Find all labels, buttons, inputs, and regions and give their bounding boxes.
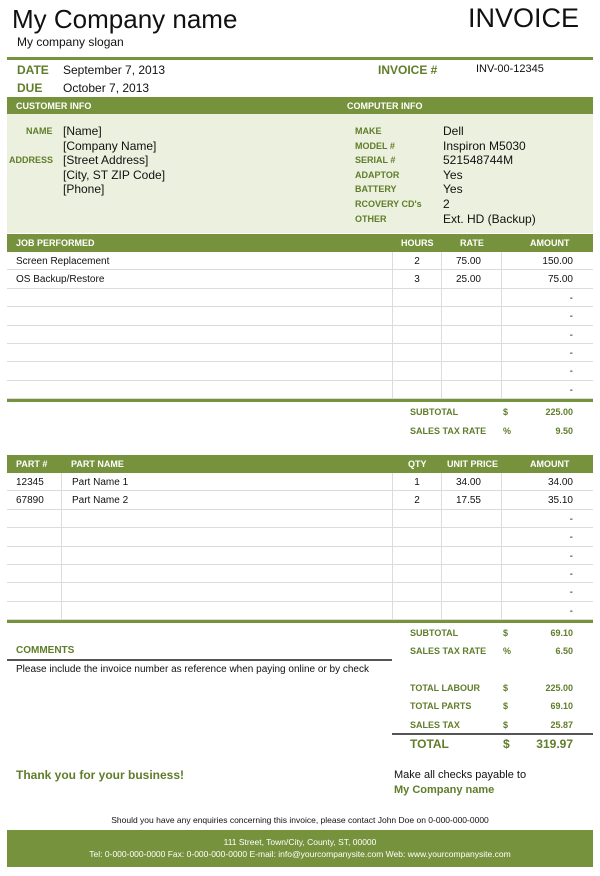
table-cell [7, 528, 61, 545]
table-cell: 2 [392, 252, 441, 269]
footer-address: 111 Street, Town/City, County, ST, 00000 [223, 837, 377, 847]
computer-value: 2 [443, 197, 450, 211]
comments-label: COMMENTS [16, 645, 75, 656]
table-cell [392, 381, 441, 398]
company-slogan: My company slogan [17, 35, 124, 49]
table-cell [7, 565, 61, 582]
table-row [7, 381, 593, 399]
table-cell [61, 602, 392, 619]
parts-col-unit-price: UNIT PRICE [447, 459, 499, 469]
table-cell: Screen Replacement [16, 256, 110, 267]
table-row [7, 510, 593, 528]
table-cell: - [501, 602, 593, 619]
jobs-tax: 9.50 [555, 426, 573, 436]
customer-line: [Street Address] [63, 153, 149, 168]
jobs-col-job: JOB PERFORMED [16, 238, 95, 248]
table-cell [61, 583, 392, 600]
table-cell [392, 307, 441, 324]
total-labour-label: TOTAL LABOUR [410, 683, 480, 693]
jobs-col-amount: AMOUNT [530, 238, 570, 248]
table-cell [392, 326, 441, 343]
customer-info-header: CUSTOMER INFO [16, 101, 92, 111]
due-label: DUE [17, 81, 43, 95]
table-row [7, 344, 593, 362]
table-cell [392, 602, 441, 619]
date-value: September 7, 2013 [63, 63, 166, 77]
table-cell: 67890 [16, 495, 44, 507]
footer-contact: Tel: 0-000-000-0000 Fax: 0-000-000-0000 E-mail: info@yourcompanysite.com Web: www.yourcompanysite.com [89, 849, 511, 859]
table-cell [7, 381, 392, 398]
table-cell [7, 362, 392, 379]
table-row [7, 289, 593, 307]
jobs-col-hours: HOURS [401, 238, 434, 248]
computer-value: Inspiron M5030 [443, 138, 526, 153]
table-row [7, 602, 593, 620]
table-row [7, 252, 593, 270]
computer-label: OTHER [355, 213, 387, 224]
table-cell: 150.00 [501, 252, 593, 269]
computer-value: 521548744M [443, 153, 514, 168]
company-name: My Company name [12, 4, 238, 34]
sales-tax-label: SALES TAX [410, 720, 460, 730]
table-cell [441, 583, 501, 600]
currency: $ [503, 737, 510, 751]
table-cell [7, 344, 392, 361]
table-cell: - [501, 510, 593, 527]
table-cell [392, 344, 441, 361]
table-cell [441, 326, 501, 343]
table-row [7, 473, 593, 491]
jobs-col-rate: RATE [460, 238, 484, 248]
divider [7, 620, 593, 623]
table-cell [61, 547, 392, 564]
parts-col-name: PART NAME [71, 459, 124, 469]
table-cell: 1 [392, 473, 441, 490]
table-cell [441, 547, 501, 564]
table-row [7, 565, 593, 583]
customer-line: [Company Name] [63, 138, 157, 153]
computer-info-header: COMPUTER INFO [347, 101, 423, 111]
table-cell: - [501, 344, 593, 361]
divider [7, 399, 593, 402]
table-cell [441, 307, 501, 324]
table-cell [7, 583, 61, 600]
computer-label: RCOVERY CD's [355, 199, 422, 209]
address-label: ADDRESS [9, 155, 54, 165]
parts-tax-label: SALES TAX RATE [410, 646, 487, 656]
due-value: October 7, 2013 [63, 81, 150, 95]
table-row [7, 270, 593, 288]
table-cell [392, 528, 441, 545]
table-cell: 12345 [16, 477, 44, 488]
computer-value: Dell [443, 124, 464, 138]
total-parts: 69.10 [550, 701, 573, 711]
table-cell: - [501, 381, 593, 398]
total-divider [392, 733, 593, 735]
customer-line: [Name] [63, 124, 102, 138]
computer-label: MODEL # [355, 140, 395, 151]
table-cell [392, 547, 441, 564]
enquiry-text: Should you have any enquiries concerning this invoice, please contact John Doe on 0-000-000-0000 [111, 815, 489, 825]
table-cell [61, 510, 392, 527]
table-row [7, 307, 593, 325]
table-cell: - [501, 289, 593, 306]
table-cell [441, 344, 501, 361]
customer-line: [City, ST ZIP Code] [63, 167, 166, 182]
computer-label: SERIAL # [355, 155, 396, 166]
table-cell [441, 602, 501, 619]
table-cell [7, 326, 392, 343]
table-cell [7, 307, 392, 324]
table-row [7, 528, 593, 546]
table-cell [392, 362, 441, 379]
table-cell: - [501, 362, 593, 379]
table-cell: 34.00 [441, 473, 501, 490]
jobs-subtotal-currency: $ [503, 407, 509, 417]
table-cell [441, 528, 501, 545]
table-cell [441, 362, 501, 379]
table-cell: 17.55 [441, 491, 501, 508]
computer-value: Yes [443, 182, 463, 197]
total-label: TOTAL [410, 737, 449, 751]
info-header-bar [7, 97, 593, 114]
table-cell: OS Backup/Restore [16, 274, 105, 286]
computer-label: MAKE [355, 126, 382, 136]
computer-value: Ext. HD (Backup) [443, 211, 536, 226]
table-cell [441, 381, 501, 398]
table-row [7, 583, 593, 601]
grand-total: 319.97 [536, 737, 573, 751]
table-cell [7, 510, 61, 527]
parts-subtotal: 69.10 [550, 628, 573, 638]
payee: My Company name [394, 784, 495, 796]
sales-tax: 25.87 [550, 720, 573, 730]
invoice-title: INVOICE [468, 3, 580, 33]
table-cell: - [501, 528, 593, 545]
table-cell: 3 [392, 270, 441, 287]
table-cell [392, 565, 441, 582]
total-parts-label: TOTAL PARTS [410, 701, 472, 711]
table-cell: - [501, 307, 593, 324]
table-cell: Part Name 1 [61, 473, 392, 490]
table-row [7, 326, 593, 344]
computer-label: BATTERY [355, 184, 397, 195]
table-cell: 2 [392, 491, 441, 508]
table-row [7, 362, 593, 380]
table-cell: 75.00 [501, 270, 593, 287]
invoice-number-label: INVOICE # [378, 63, 438, 77]
table-cell [392, 583, 441, 600]
name-label: NAME [26, 126, 53, 136]
table-cell [392, 289, 441, 306]
parts-subtotal-label: SUBTOTAL [410, 628, 459, 638]
table-cell [7, 547, 61, 564]
table-cell: - [501, 583, 593, 600]
thank-you: Thank you for your business! [16, 768, 185, 782]
table-cell [7, 602, 61, 619]
table-cell [441, 510, 501, 527]
table-cell [7, 289, 392, 306]
table-cell [61, 565, 392, 582]
parts-tax-unit: % [503, 646, 512, 656]
table-cell: 25.00 [441, 270, 501, 287]
currency: $ [503, 720, 509, 730]
currency: $ [503, 701, 509, 711]
total-labour: 225.00 [545, 683, 573, 693]
invoice-number: INV-00-12345 [476, 63, 544, 75]
jobs-tax-label: SALES TAX RATE [410, 426, 487, 436]
jobs-subtotal: 225.00 [545, 407, 573, 417]
date-label: DATE [17, 63, 49, 77]
payable-to: Make all checks payable to [394, 769, 527, 781]
table-cell [392, 510, 441, 527]
table-cell: 35.10 [501, 491, 593, 508]
table-cell: - [501, 326, 593, 343]
divider [7, 57, 593, 60]
table-cell: 75.00 [441, 252, 501, 269]
jobs-tax-unit: % [503, 426, 512, 436]
table-cell: 34.00 [501, 473, 593, 490]
table-cell [441, 289, 501, 306]
currency: $ [503, 683, 509, 693]
comments-text: Please include the invoice number as reference when paying online or by check [16, 664, 369, 675]
customer-line: [Phone] [63, 182, 105, 197]
table-cell: Part Name 2 [61, 491, 392, 508]
parts-subtotal-currency: $ [503, 628, 509, 638]
table-row [7, 491, 593, 509]
jobs-subtotal-label: SUBTOTAL [410, 407, 459, 417]
comments-divider [7, 659, 392, 661]
table-cell [441, 565, 501, 582]
parts-col-number: PART # [16, 459, 48, 469]
computer-value: Yes [443, 167, 463, 182]
table-cell [61, 528, 392, 545]
computer-label: ADAPTOR [355, 169, 400, 180]
parts-tax: 6.50 [555, 646, 573, 656]
parts-col-qty: QTY [408, 459, 427, 469]
table-row [7, 547, 593, 565]
parts-col-amount: AMOUNT [530, 459, 570, 469]
table-cell: - [501, 547, 593, 564]
jobs-table [7, 252, 593, 399]
table-cell: - [501, 565, 593, 582]
parts-table [7, 473, 593, 620]
